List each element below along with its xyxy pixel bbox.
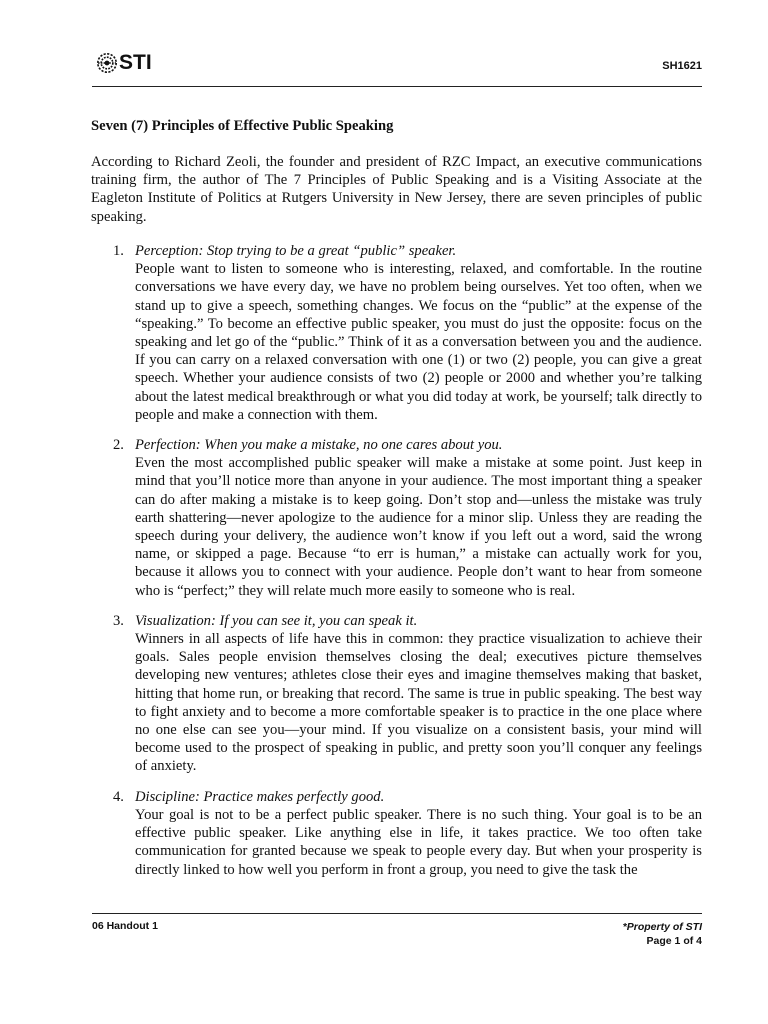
item-body: Winners in all aspects of life have this in common: they practice visualization to achieve their goals. Sales people envision themselves closing the deal; executives picture themselves developing new ventures; athletes close their eyes and imagine themselves making that basket, hitting that home run, or breaking that record. The same is true in public speaking. The best way to fight anxiety and to become a more comfortable speaker is to practice in the one place where no one else can see you—your mind. If you visualize on a consistent basis, your mind will become used to the prospect of speaking in public, and pretty soon you’ll conquer any feelings of anxiety.	[135, 631, 702, 775]
item-heading: Visualization: If you can see it, you can speak it.	[135, 612, 418, 629]
logo-text: STI	[119, 51, 152, 74]
footer-divider	[92, 913, 702, 914]
page-number: Page 1 of 4	[646, 935, 702, 947]
item-heading: Perfection: When you make a mistake, no one cares about you.	[135, 437, 503, 454]
item-number: 3.	[113, 612, 124, 629]
item-body: Even the most accomplished public speaker will make a mistake at some point. Just keep in mind that you’ll notice more than anyone in your audience. The most important thing a speaker can do after making a mistake is to keep going. Don’t stop and—unless the mistake was truly earth shattering—never apologize to the audience for a minor slip. Unless they are reading the speech during your delivery, the audience won’t know if you left out a word, said the wrong name, or skipped a page. Because “to err is human,” a mistake can actually work for you, because it allows you to connect with your audience. People don’t want to hear from someone who is “perfect;” they will relate much more easily to someone who is real.	[135, 455, 702, 599]
item-number: 2.	[113, 437, 124, 454]
document-code: SH1621	[662, 60, 702, 72]
globe-icon	[96, 52, 118, 74]
item-heading: Perception: Stop trying to be a great “public” speaker.	[135, 243, 457, 259]
item-number: 1.	[113, 243, 124, 259]
header-divider	[92, 86, 702, 87]
item-heading: Discipline: Practice makes perfectly good.	[135, 788, 385, 805]
principles-list	[91, 242, 702, 891]
page-title: Seven (7) Principles of Effective Public Speaking	[91, 118, 394, 134]
list-item	[91, 242, 702, 424]
item-number: 4.	[113, 788, 124, 805]
intro-paragraph: According to Richard Zeoli, the founder and president of RZC Impact, an executive communications training firm, the author of The 7 Principles of Public Speaking and is a Visiting Associate at the Eagleton Institute of Politics at Rutgers University in New Jersey, there are seven principles of public speaking.	[91, 154, 702, 225]
item-body: Your goal is not to be a perfect public speaker. There is no such thing. Your goal is to be an effective public speaker. Like anything else in life, it takes practice. We too often take communication for granted because we speak to people every day. But when your prosperity is directly linked to how well you perform in front a group, you need to give the task the	[135, 806, 702, 878]
list-item	[91, 436, 702, 600]
sti-logo	[96, 50, 152, 76]
item-body: People want to listen to someone who is interesting, relaxed, and comfortable. In the routine conversations we have every day, we have no problem being ourselves. Yet too often, when we stand up to give a speech, something changes. We focus on the “public” at the expense of the “speaking.” To become an effective public speaker, you must do just the opposite: focus on the speaking and let go of the “public.” Think of it as a conversation between you and the audience. If you can carry on a relaxed conversation with one (1) or two (2) people, you can give a great speech. Whether your audience consists of two (2) people or 2000 and whether you’re talking about the latest medical breakthrough or what you did today at work, be yourself; talk directly to people and make a connection with them.	[135, 261, 702, 423]
page-header	[96, 48, 702, 82]
list-item	[91, 612, 702, 776]
list-item	[91, 788, 702, 879]
handout-label: 06 Handout 1	[92, 920, 158, 932]
footer-meta	[623, 920, 702, 948]
property-notice: *Property of STI	[622, 921, 702, 933]
